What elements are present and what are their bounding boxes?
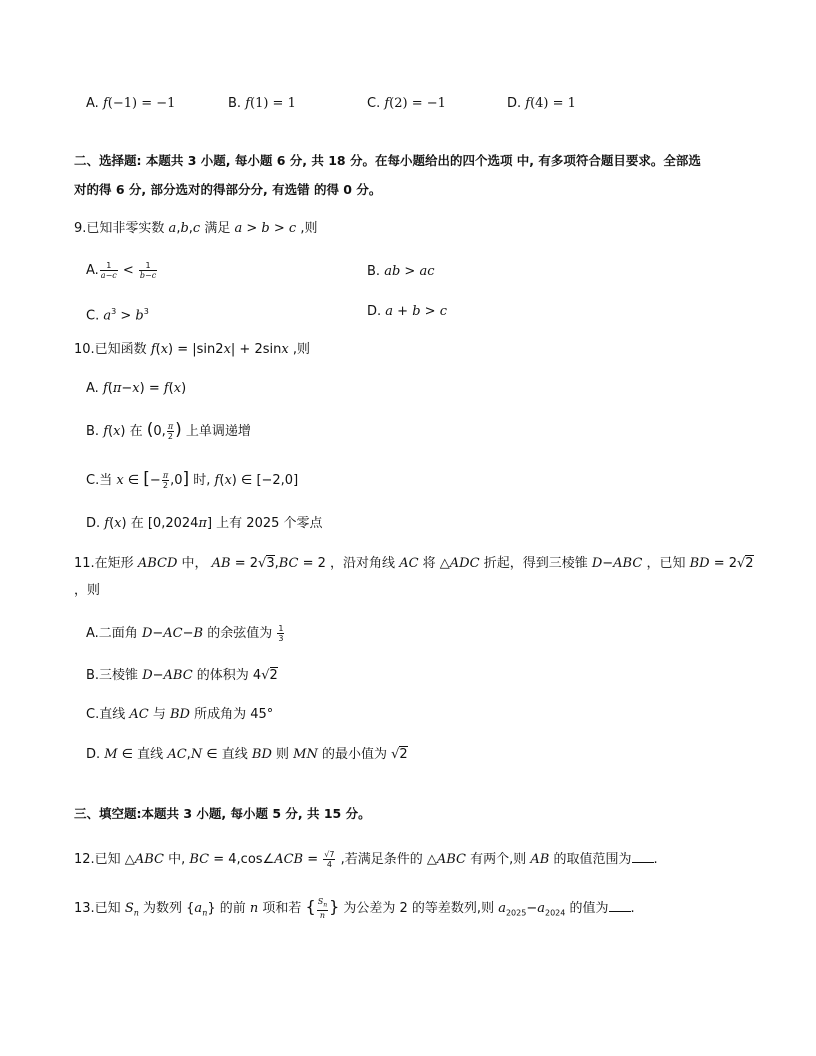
section2-line2: 对的得 6 分, 部分选对的得部分分, 有选错 的得 0 分。 (74, 182, 382, 197)
answer-blank[interactable] (632, 850, 654, 863)
q10-option-a: A. f(π−x) = f(x) (86, 381, 187, 396)
q11-stem-line2: ，则 (74, 583, 101, 598)
q11-option-d: D. M ∈ 直线 AC,N ∈ 直线 BD 则 MN 的最小值为 √2 (86, 747, 408, 762)
q11-stem-line1: 11.在矩形 ABCD 中， AB = 2√3,BC = 2 ，沿对角线 AC 将 △ADC 折起，得到三棱锥 D−ABC ，已知 BD = 2√2 (74, 556, 754, 571)
q10-option-c: C.当 x ∈ [− $\frac{\pi}{2}$ ,0] 时, f(x) ∈ [−2,0] (86, 469, 299, 490)
q11-option-b: B.三棱锥 D−ABC 的体积为 4√2 (86, 668, 278, 683)
q9-stem: 9.已知非零实数 a,b,c 满足 a > b > c ,则 (74, 221, 318, 236)
q9-option-c: C. $a^3 > b^3$ (86, 307, 149, 324)
q11-option-c: C.直线 AC 与 BD 所成角为 45° (86, 707, 274, 722)
q10-stem: 10.已知函数 f(x) = |sin2x| + 2sinx ,则 (74, 342, 310, 357)
q11-option-a: A.二面角 D−AC−B 的余弦值为 $\frac{1}{3}$ (86, 624, 284, 643)
section3-header: 三、填空题:本题共 3 小题, 每小题 5 分, 共 15 分。 (74, 806, 371, 821)
answer-blank[interactable] (609, 899, 631, 912)
q12-stem: 12.已知 △ABC 中, BC = 4,cos∠ACB = $\frac{√7}{4}$ ,若满足条件的 △ABC 有两个,则 AB 的取值范围为 . (74, 850, 658, 869)
q8-option-a: A. f(−1) = −1 (86, 96, 176, 111)
q9-option-d: D. a + b > c (367, 304, 447, 319)
q8-option-d: D. f(4) = 1 (507, 96, 576, 111)
q8-option-c: C. f(2) = −1 (367, 96, 446, 111)
q8-option-b: B. f(1) = 1 (228, 96, 296, 111)
q9-option-b: B. ab > ac (367, 264, 435, 279)
q9-option-a: A. $\frac{1}{a-c}$ < $\frac{1}{b-c}$ (86, 261, 157, 280)
section2-line1: 二、选择题: 本题共 3 小题, 每小题 6 分, 共 18 分。在每小题给出的四个选项 中, 有多项符合题目要求。全部选 (74, 153, 701, 168)
q10-option-b: B. f(x) 在 (0, $\frac{\pi}{2}$ ) 上单调递增 (86, 420, 251, 441)
q13-stem: 13.已知 $S_n$ 为数列 $\{a_n\}$ 的前 n 项和若 { $\frac{S_n}{n}$ } 为公差为 2 的等差数列,则 $a_{2025}-a_{2024}$ 的值为 . (74, 897, 635, 920)
q10-option-d: D. f(x) 在 [0,2024π] 上有 2025 个零点 (86, 516, 323, 531)
